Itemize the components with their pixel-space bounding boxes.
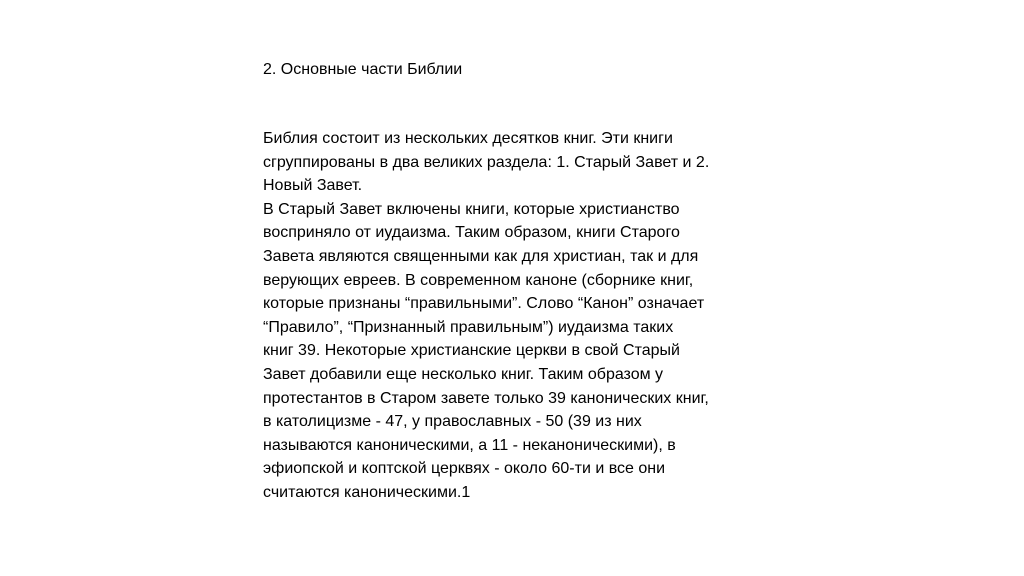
body-line: Библия состоит из нескольких десятков книг. Эти книги [263, 130, 673, 147]
body-line: эфиопской и коптской церквях - около 60-ти и все они [263, 460, 666, 478]
body-line: сгруппированы в два великих раздела: 1. Старый Завет и 2. [263, 153, 710, 171]
body-line: называются каноническими, а 11 - неканоническими), в [263, 436, 676, 454]
body-line: В Старый Завет включены книги, которые христианство [263, 200, 680, 218]
body-line: Завет добавили еще несколько книг. Таким образом у [263, 365, 664, 383]
body-line: протестантов в Старом завете только 39 канонических книг, [263, 389, 709, 407]
body-line: книг 39. Некоторые христианские церкви в свой Старый [263, 342, 680, 360]
body-line: в католицизме - 47, у православных - 50 (39 из них [263, 413, 642, 431]
body-line: “Правило”, “Признанный правильным”) иудаизма таких [263, 318, 674, 336]
body-line: Новый Завет. [263, 177, 363, 195]
slide-title: 2. Основные части Библии [263, 61, 463, 78]
slide-body-text [263, 127, 783, 505]
body-line: верующих евреев. В современном каноне (сборнике книг, [263, 271, 694, 289]
body-line: считаются каноническими.1 [263, 483, 471, 501]
body-line: восприняло от иудаизма. Таким образом, книги Старого [263, 224, 680, 242]
body-line: которые признаны “правильными”. Слово “Канон” означает [263, 295, 705, 313]
body-line: Завета являются священными как для христиан, так и для [263, 247, 699, 265]
